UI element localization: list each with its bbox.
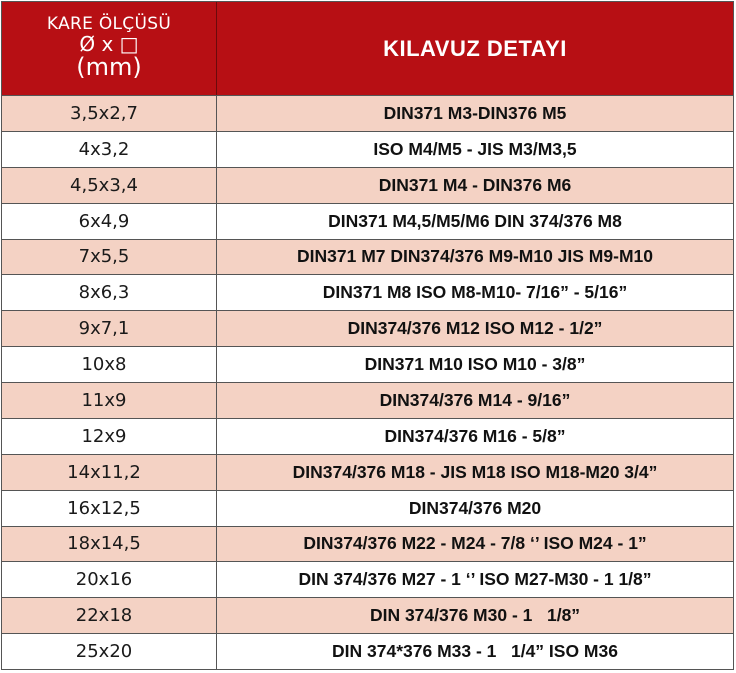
header-detail-cell xyxy=(217,2,733,95)
detail-cell: DIN 374*376 M33 - 1 1/4” ISO M36 xyxy=(217,633,733,669)
size-cell: 7x5,5 xyxy=(2,239,217,275)
size-cell: 16x12,5 xyxy=(2,490,217,526)
detail-cell: DIN374/376 M12 ISO M12 - 1/2” xyxy=(217,310,733,346)
size-cell: 20x16 xyxy=(2,561,217,597)
header-size-unit: (mm) xyxy=(76,53,142,82)
detail-cell: DIN371 M3-DIN376 M5 xyxy=(217,95,733,131)
size-cell: 6x4,9 xyxy=(2,203,217,239)
size-cell: 14x11,2 xyxy=(2,454,217,490)
size-cell: 22x18 xyxy=(2,597,217,633)
size-cell: 11x9 xyxy=(2,382,217,418)
size-cell: 18x14,5 xyxy=(2,526,217,562)
size-cell: 4,5x3,4 xyxy=(2,167,217,203)
detail-cell: DIN371 M8 ISO M8-M10- 7/16” - 5/16” xyxy=(217,274,733,310)
header-size-symbols: Ø x □ xyxy=(79,32,139,57)
size-cell: 12x9 xyxy=(2,418,217,454)
size-cell: 3,5x2,7 xyxy=(2,95,217,131)
detail-cell: DIN371 M4 - DIN376 M6 xyxy=(217,167,733,203)
detail-cell: DIN374/376 M22 - M24 - 7/8 ‘’ ISO M24 - 1” xyxy=(217,526,733,562)
detail-cell: DIN371 M4,5/M5/M6 DIN 374/376 M8 xyxy=(217,203,733,239)
size-cell: 10x8 xyxy=(2,346,217,382)
detail-cell: DIN374/376 M16 - 5/8” xyxy=(217,418,733,454)
detail-cell: DIN374/376 M14 - 9/16” xyxy=(217,382,733,418)
detail-cell: DIN374/376 M20 xyxy=(217,490,733,526)
detail-cell: DIN 374/376 M27 - 1 ‘’ ISO M27-M30 - 1 1/8” xyxy=(217,561,733,597)
header-size-title: KARE ÖLÇÜSÜ xyxy=(46,14,172,35)
detail-cell: DIN 374/376 M30 - 1 1/8” xyxy=(217,597,733,633)
header-detail-title: KILAVUZ DETAYI xyxy=(383,35,567,61)
size-cell: 9x7,1 xyxy=(2,310,217,346)
header-size-cell xyxy=(2,2,217,95)
size-cell: 8x6,3 xyxy=(2,274,217,310)
size-cell: 25x20 xyxy=(2,633,217,669)
tap-size-table xyxy=(1,1,734,670)
detail-cell: DIN371 M10 ISO M10 - 3/8” xyxy=(217,346,733,382)
detail-cell: ISO M4/M5 - JIS M3/M3,5 xyxy=(217,131,733,167)
size-cell: 4x3,2 xyxy=(2,131,217,167)
detail-cell: DIN374/376 M18 - JIS M18 ISO M18-M20 3/4” xyxy=(217,454,733,490)
detail-cell: DIN371 M7 DIN374/376 M9-M10 JIS M9-M10 xyxy=(217,239,733,275)
